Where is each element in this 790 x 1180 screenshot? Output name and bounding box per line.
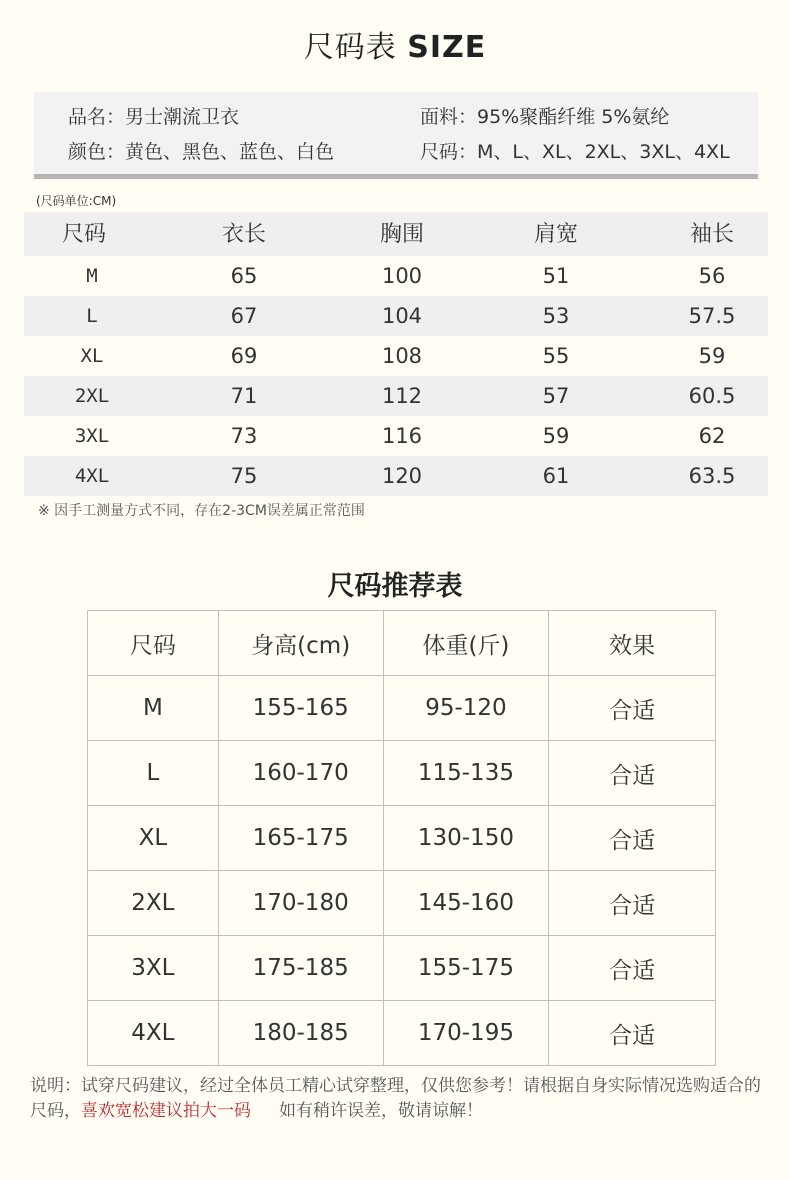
product-name: 品名：男士潮流卫衣 — [68, 106, 240, 128]
table-row — [88, 741, 716, 806]
header-cell: 尺码 — [62, 222, 107, 247]
table-cell: 4XL — [74, 465, 110, 487]
table-cell: 51 — [542, 264, 570, 288]
table-cell: 120 — [381, 464, 423, 488]
product-sizes: 尺码：M、L、XL、2XL、3XL、4XL — [420, 141, 730, 163]
title-cn: 尺码表 — [303, 30, 397, 65]
table-cell: 100 — [381, 264, 423, 288]
table-cell: 63.5 — [688, 464, 736, 488]
header-cell: 胸围 — [379, 222, 424, 247]
table-row — [88, 936, 716, 1001]
table-cell: 155-175 — [383, 936, 549, 1001]
table-row — [24, 456, 768, 496]
table-row — [88, 806, 716, 871]
header-cell: 效果 — [549, 611, 716, 676]
product-info-panel — [34, 92, 758, 179]
size-recommend-table — [87, 610, 716, 1066]
table-cell: 67 — [230, 304, 258, 328]
table-cell: 95-120 — [383, 676, 549, 741]
recommend-title: 尺码推荐表 — [327, 571, 463, 602]
header-cell: 衣长 — [221, 222, 266, 247]
table-cell: 65 — [230, 264, 258, 288]
table-cell: 60.5 — [688, 384, 736, 408]
footer-highlight: 喜欢宽松建议拍大一码 — [81, 1101, 251, 1121]
table-cell: 62 — [698, 424, 726, 448]
table-cell: 165-175 — [218, 806, 383, 871]
table-cell: 69 — [230, 344, 258, 368]
table-cell: 3XL — [88, 936, 219, 1001]
table-cell: 4XL — [88, 1001, 219, 1066]
table-cell: XL — [80, 345, 104, 367]
table-cell: 116 — [381, 424, 423, 448]
footer-text-end: 如有稍许误差，敬请谅解！ — [279, 1101, 483, 1121]
table-cell: 55 — [542, 344, 570, 368]
table-cell: 108 — [381, 344, 423, 368]
header-cell: 身高(cm) — [218, 611, 383, 676]
header-cell: 尺码 — [88, 611, 219, 676]
measurement-note: ※ 因手工测量方式不同，存在2-3CM误差属正常范围 — [38, 503, 365, 519]
table-cell: 73 — [230, 424, 258, 448]
table-cell: 160-170 — [218, 741, 383, 806]
table-row — [88, 1001, 716, 1066]
size-chart-table — [24, 212, 768, 496]
table-cell: 合适 — [549, 871, 716, 936]
table-cell: 57 — [542, 384, 570, 408]
table-cell: XL — [88, 806, 219, 871]
table-cell: 75 — [230, 464, 258, 488]
table-cell: 合适 — [549, 676, 716, 741]
table-cell: 71 — [230, 384, 258, 408]
product-colors: 颜色：黄色、黑色、蓝色、白色 — [68, 141, 335, 163]
table-cell: 145-160 — [383, 871, 549, 936]
footer-text: 说明：试穿尺码建议，经过全体员工精心试穿整理，仅供您参考！请根据自身实际情况选购适合的尺码， — [30, 1076, 761, 1121]
table-cell: 130-150 — [383, 806, 549, 871]
table-row — [88, 871, 716, 936]
table-cell: 61 — [542, 464, 570, 488]
table-cell: 53 — [542, 304, 570, 328]
table-cell: 155-165 — [218, 676, 383, 741]
table-cell: 112 — [381, 384, 423, 408]
size-chart-header — [24, 212, 768, 256]
table-cell: L — [88, 741, 219, 806]
table-cell: 2XL — [74, 385, 110, 407]
table-cell: 175-185 — [218, 936, 383, 1001]
table-cell: 59 — [698, 344, 726, 368]
table-row — [88, 676, 716, 741]
table-cell: 59 — [542, 424, 570, 448]
table-row — [24, 376, 768, 416]
table-row — [24, 296, 768, 336]
product-fabric: 面料：95%聚酯纤维 5%氨纶 — [420, 106, 670, 128]
table-cell: 56 — [698, 264, 726, 288]
header-cell: 体重(斤) — [383, 611, 549, 676]
table-cell: M — [86, 265, 98, 287]
table-cell: 2XL — [88, 871, 219, 936]
table-cell: 170-180 — [218, 871, 383, 936]
table-cell: L — [86, 305, 98, 327]
unit-label: (尺码单位:CM) — [36, 194, 117, 208]
table-cell: 合适 — [549, 1001, 716, 1066]
header-cell: 袖长 — [689, 222, 734, 247]
title-en: SIZE — [407, 30, 487, 65]
table-row — [24, 336, 768, 376]
table-row — [24, 416, 768, 456]
table-cell: 180-185 — [218, 1001, 383, 1066]
table-row — [24, 256, 768, 296]
table-cell: 合适 — [549, 936, 716, 1001]
header-cell: 肩宽 — [533, 222, 578, 247]
table-cell: 3XL — [74, 425, 110, 447]
table-cell: 104 — [381, 304, 423, 328]
page-title — [0, 22, 790, 66]
table-cell: 57.5 — [688, 304, 736, 328]
footer-notice — [30, 1074, 770, 1124]
table-cell: M — [88, 676, 219, 741]
table-cell: 115-135 — [383, 741, 549, 806]
table-cell: 合适 — [549, 741, 716, 806]
table-cell: 170-195 — [383, 1001, 549, 1066]
table-header-row — [88, 611, 716, 676]
table-cell: 合适 — [549, 806, 716, 871]
